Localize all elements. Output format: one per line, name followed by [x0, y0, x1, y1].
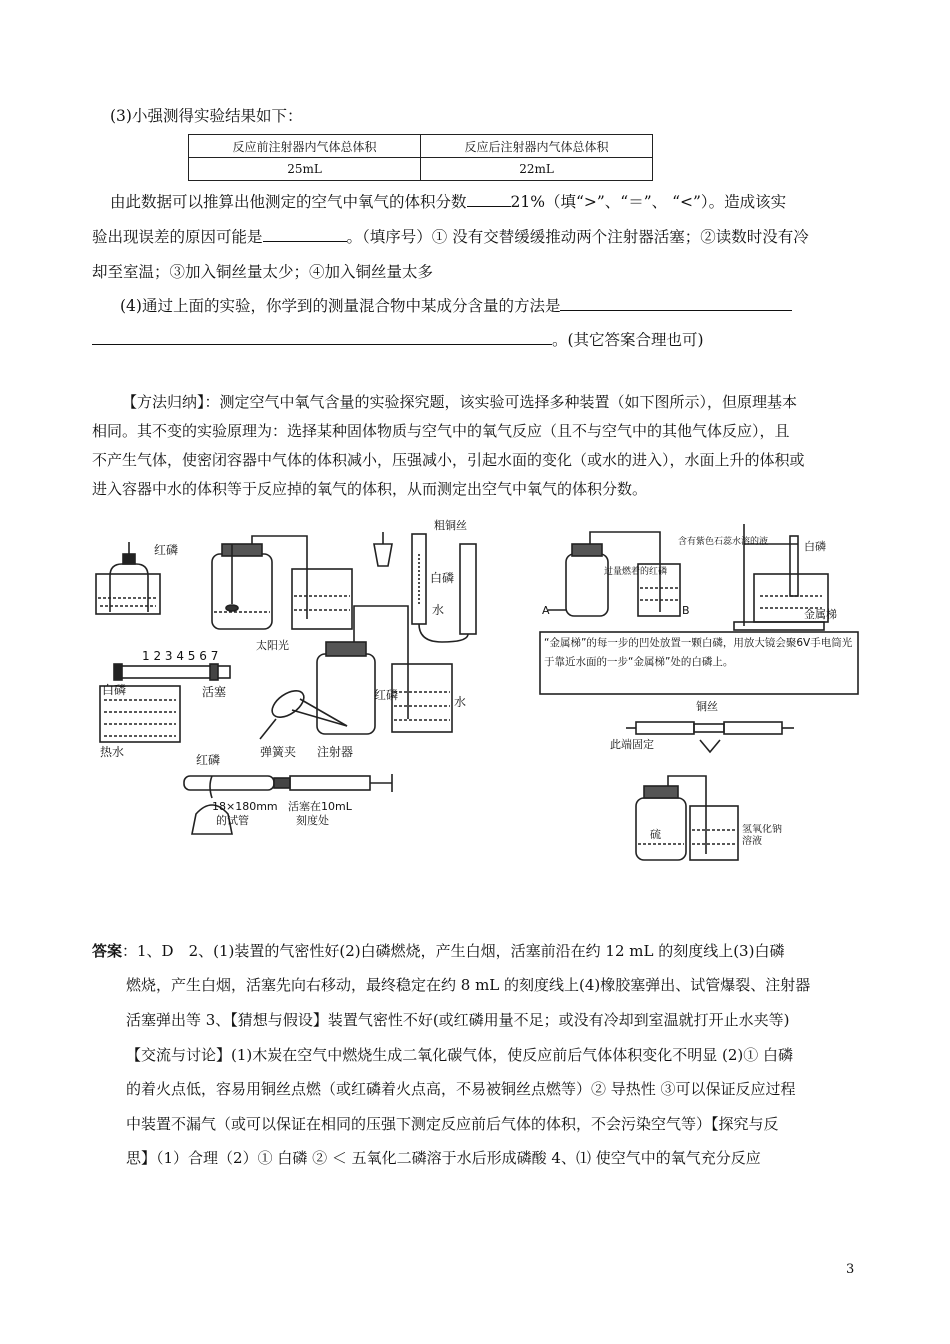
- fig-label-hot-water: 热水: [100, 745, 125, 759]
- method-text3: 不产生气体，使密闭容器中气体的体积减小，压强减小，引起水面的变化（或水的进入），水面上升的体积或: [92, 451, 805, 469]
- table-value-after: 22mL: [421, 158, 653, 181]
- fig-r-label-sulfur: 硫: [650, 828, 661, 841]
- method-para: [122, 388, 797, 417]
- answer-blank-2[interactable]: [263, 227, 347, 242]
- fig-r-label-B: B: [682, 604, 690, 617]
- table-header-before: 反应前注射器内气体总体积: [189, 135, 421, 158]
- fig-label-syringe: 注射器: [317, 745, 354, 759]
- fig-label-red-p-1: 红磷: [154, 543, 179, 557]
- table-header-after: 反应后注射器内气体总体积: [421, 135, 653, 158]
- answer-line-1: [92, 934, 784, 969]
- answer-line-3: 活塞弹出等 3、【猜想与假设】装置气密性不好(或红磷用量不足；或没有冷却到室温就打开止水夹等): [126, 1011, 790, 1029]
- fig-label-piston-at: 活塞在10mL: [288, 800, 352, 813]
- method-text4: 进入容器中水的体积等于反应掉的氧气的体积，从而测定出空气中氧气的体积分数。: [92, 480, 648, 498]
- q3-line1b: 21%（填“>”、“＝”、 “<”）。造成该实: [510, 193, 787, 211]
- fig-label-clamp: 弹簧夹: [260, 745, 297, 759]
- fig-label-sunlight: 太阳光: [256, 639, 289, 652]
- fig-r-label-white-p: 白磷: [804, 540, 826, 553]
- answer-line-4: 【交流与讨论】(1)木炭在空气中燃烧生成二氧化碳气体，使反应前后气体体积变化不明显 (2)① 白磷: [126, 1046, 794, 1064]
- answer-line-6: 中装置不漏气（或可以保证在相同的压强下测定反应前后气体的体积，不会污染空气等）【探究与反: [126, 1115, 779, 1133]
- fig-r-note: “金属梯”的每一步的凹处放置一颗白磷，用放大镜会聚6V手电筒光于靠近水面的一步“金属梯”处的白磷上。: [544, 637, 853, 668]
- q4-line2: [92, 324, 704, 356]
- answer-line-2: 燃烧，产生白烟，活塞先向右移动，最终稳定在约 8 mL 的刻度线上(4)橡胶塞弹出、试管爆裂、注射器: [126, 976, 811, 994]
- answer-line-7: 思】（1）合理（2）① 白磷 ② ＜ 五氧化二磷溶于水后形成磷酸 4、⑴ 使空气中的氧气充分反应: [126, 1149, 761, 1167]
- fig-label-ruler: 1 2 3 4 5 6 7: [142, 649, 219, 663]
- q3-line3: 却至室温；③加入铜丝量太少；④加入铜丝量太多: [92, 263, 434, 281]
- page-number: 3: [846, 1262, 855, 1277]
- method-title: 【方法归纳】：: [122, 393, 220, 411]
- fig-label-piston: 活塞: [202, 685, 227, 699]
- fig-r-label-purple: 含有紫色石蕊水溶的液: [678, 537, 769, 547]
- q3-line2b: 。（填序号）① 没有交替缓缓推动两个注射器活塞；②读数时没有冷: [346, 228, 809, 246]
- method-text1: 测定空气中氧气含量的实验探究题，该实验可选择多种装置（如下图所示），但原理基本: [219, 393, 798, 411]
- q4-end: 。(其它答案合理也可): [552, 331, 704, 349]
- answer-line-5: 的着火点低，容易用铜丝点燃（或红磷着火点高，不易被铜丝点燃等）② 导热性 ③可以保证反应过程: [126, 1080, 796, 1098]
- answer-blank-4[interactable]: [92, 330, 552, 345]
- fig-label-tube-size: 18×180mm: [212, 800, 278, 813]
- fig-label-water-2: 水: [454, 695, 467, 709]
- fig-r-label-A: A: [542, 604, 550, 617]
- fig-label-copper-wire: 粗铜丝: [434, 519, 467, 532]
- method-rest: [92, 417, 805, 504]
- method-text2: 相同。其不变的实验原理为：选择某种固体物质与空气中的氧气反应（且不与空气中的其他气体反应），且: [92, 422, 790, 440]
- fig-r-label-burning-p: 过量燃着的红磷: [604, 567, 668, 577]
- fig-label-red-p-3: 红磷: [196, 753, 221, 767]
- q3-line1a: 由此数据可以推算出他测定的空气中氧气的体积分数: [110, 193, 467, 211]
- fig-r-label-fixed-end: 此端固定: [610, 738, 654, 751]
- fig-label-red-p-2: 红磷: [374, 688, 399, 702]
- q3-line2a: 验出现误差的原因可能是: [92, 228, 263, 246]
- q3-line1: [110, 186, 786, 218]
- answer-l1: ：1、D 2、(1)装置的气密性好(2)白磷燃烧，产生白烟，活塞前沿在约 12 mL 的刻度线上(3)白磷: [122, 942, 785, 960]
- fig-r-label-naoh: 氢氧化钠溶液: [742, 824, 782, 847]
- q3-intro: (3)小强测得实验结果如下：: [110, 107, 303, 125]
- answer-blank-1[interactable]: [467, 192, 511, 207]
- results-table: [188, 134, 653, 181]
- apparatus-figure-left: [92, 514, 488, 847]
- q4-text: (4)通过上面的实验，你学到的测量混合物中某成分含量的方法是: [120, 297, 561, 315]
- fig-label-water-top: 水: [432, 603, 445, 617]
- apparatus-figure-right: [538, 514, 862, 866]
- fig-r-label-metal-stairs: 金属梯: [804, 608, 837, 621]
- table-value-before: 25mL: [189, 158, 421, 181]
- fig-label-white-p-top: 白磷: [430, 571, 455, 585]
- fig-label-tube-name: 的试管: [216, 814, 249, 827]
- answer-blank-3[interactable]: [560, 296, 792, 311]
- fig-label-scale-mark: 刻度处: [296, 814, 329, 827]
- q4-line1: [120, 290, 792, 322]
- fig-label-white-p: 白磷: [102, 683, 127, 697]
- fig-r-label-copper: 铜丝: [696, 700, 718, 713]
- q3-line2: [92, 221, 809, 253]
- answer-label: 答案: [92, 942, 123, 960]
